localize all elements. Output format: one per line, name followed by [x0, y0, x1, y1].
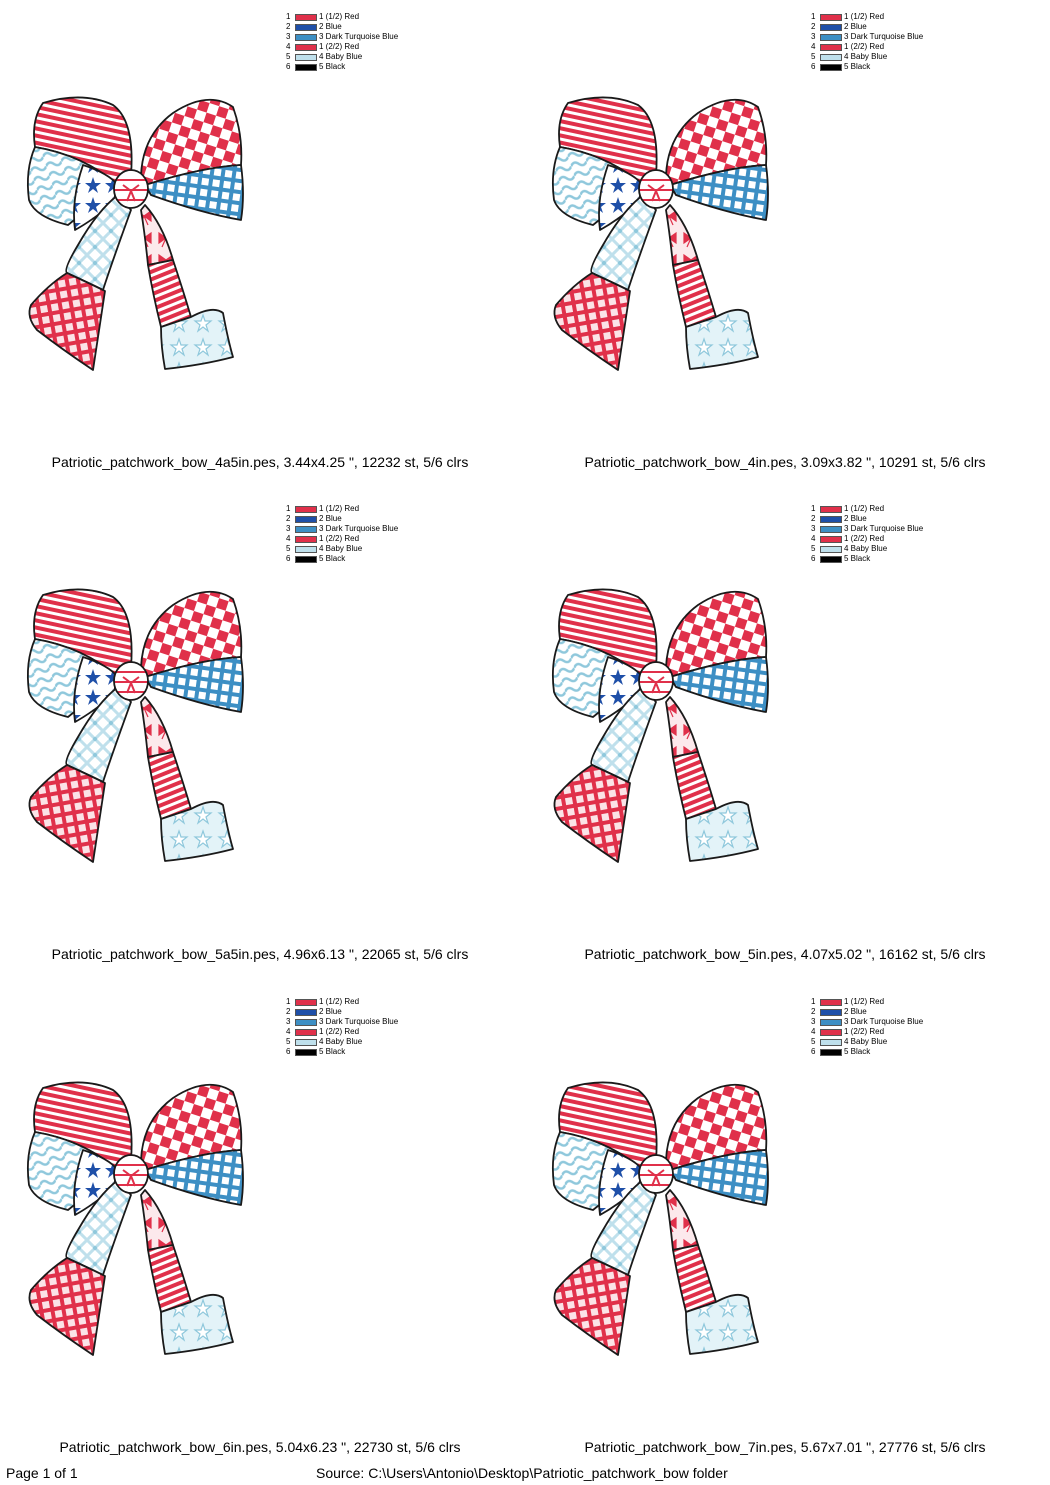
source-path — [316, 1465, 728, 1481]
legend-row — [811, 514, 923, 524]
thread-legend — [286, 997, 398, 1057]
legend-index: 1 — [811, 997, 816, 1006]
legend-label: 4 Baby Blue — [319, 544, 363, 553]
legend-row — [811, 1017, 923, 1027]
legend-index: 6 — [811, 62, 816, 71]
thread-legend — [811, 12, 923, 72]
color-swatch — [820, 506, 842, 513]
color-swatch — [295, 1019, 317, 1026]
legend-index: 2 — [286, 22, 291, 31]
design-caption: Patriotic_patchwork_bow_5in.pes, 4.07x5.02 ", 16162 st, 5/6 clrs — [584, 946, 986, 962]
color-swatch — [820, 526, 842, 533]
legend-label: 2 Blue — [844, 514, 867, 523]
legend-index: 4 — [811, 42, 816, 51]
legend-index: 1 — [811, 504, 816, 513]
source-path-value: C:\Users\Antonio\Desktop\Patriotic_patchwork_bow folder — [368, 1465, 728, 1481]
legend-row — [286, 534, 398, 544]
legend-label: 1 (1/2) Red — [844, 997, 885, 1006]
design-cell-2 — [525, 0, 1050, 492]
design-cell-4 — [525, 492, 1050, 984]
legend-row — [286, 514, 398, 524]
legend-label: 5 Black — [844, 554, 871, 563]
legend-row — [286, 52, 398, 62]
color-swatch — [820, 1049, 842, 1056]
color-swatch — [295, 64, 317, 71]
design-cell-1 — [0, 0, 525, 492]
color-swatch — [295, 1049, 317, 1056]
legend-label: 3 Dark Turquoise Blue — [319, 1017, 399, 1026]
design-caption: Patriotic_patchwork_bow_4a5in.pes, 3.44x4.25 ", 12232 st, 5/6 clrs — [51, 454, 469, 470]
bow-design-preview — [543, 1080, 783, 1365]
legend-row — [811, 524, 923, 534]
legend-row — [811, 534, 923, 544]
legend-label: 2 Blue — [319, 514, 342, 523]
legend-label: 2 Blue — [319, 22, 342, 31]
legend-label: 3 Dark Turquoise Blue — [319, 32, 399, 41]
legend-row — [286, 1007, 398, 1017]
legend-row — [811, 1027, 923, 1037]
legend-index: 6 — [286, 62, 291, 71]
legend-index: 3 — [286, 524, 291, 533]
legend-index: 1 — [286, 997, 291, 1006]
legend-label: 3 Dark Turquoise Blue — [844, 32, 924, 41]
legend-index: 4 — [286, 42, 291, 51]
color-swatch — [820, 1009, 842, 1016]
legend-label: 2 Blue — [844, 1007, 867, 1016]
color-swatch — [820, 24, 842, 31]
legend-row — [286, 1047, 398, 1057]
legend-index: 6 — [286, 1047, 291, 1056]
design-cell-3 — [0, 492, 525, 984]
legend-row — [811, 32, 923, 42]
bow-design-preview — [543, 587, 783, 872]
bow-design-preview — [18, 95, 258, 380]
color-swatch — [295, 526, 317, 533]
legend-label: 1 (2/2) Red — [319, 42, 360, 51]
legend-label: 4 Baby Blue — [844, 544, 888, 553]
source-label: Source: — [316, 1465, 365, 1481]
legend-row — [811, 997, 923, 1007]
color-swatch — [295, 999, 317, 1006]
legend-index: 3 — [811, 32, 816, 41]
color-swatch — [820, 64, 842, 71]
color-swatch — [820, 556, 842, 563]
legend-label: 3 Dark Turquoise Blue — [844, 524, 924, 533]
legend-row — [811, 544, 923, 554]
legend-row — [811, 52, 923, 62]
color-swatch — [820, 54, 842, 61]
legend-label: 3 Dark Turquoise Blue — [319, 524, 399, 533]
legend-label: 5 Black — [319, 1047, 346, 1056]
bow-design-preview — [18, 587, 258, 872]
color-swatch — [295, 516, 317, 523]
legend-label: 1 (1/2) Red — [319, 504, 360, 513]
design-cell-6 — [525, 985, 1050, 1477]
legend-row — [811, 42, 923, 52]
legend-index: 3 — [811, 524, 816, 533]
legend-row — [811, 504, 923, 514]
legend-row — [286, 1017, 398, 1027]
color-swatch — [295, 546, 317, 553]
legend-index: 4 — [286, 1027, 291, 1036]
legend-row — [811, 1047, 923, 1057]
legend-label: 5 Black — [844, 62, 871, 71]
legend-label: 1 (1/2) Red — [319, 12, 360, 21]
design-caption: Patriotic_patchwork_bow_6in.pes, 5.04x6.23 ", 22730 st, 5/6 clrs — [59, 1439, 461, 1455]
legend-label: 1 (2/2) Red — [319, 534, 360, 543]
legend-label: 5 Black — [319, 554, 346, 563]
legend-row — [286, 12, 398, 22]
legend-index: 1 — [286, 12, 291, 21]
color-swatch — [820, 546, 842, 553]
legend-label: 1 (1/2) Red — [844, 12, 885, 21]
legend-index: 2 — [286, 514, 291, 523]
legend-label: 5 Black — [319, 62, 346, 71]
legend-row — [286, 42, 398, 52]
legend-index: 4 — [286, 534, 291, 543]
color-swatch — [295, 44, 317, 51]
bow-design-preview — [18, 1080, 258, 1365]
legend-row — [811, 1007, 923, 1017]
legend-index: 3 — [811, 1017, 816, 1026]
thread-legend — [811, 504, 923, 564]
color-swatch — [820, 14, 842, 21]
legend-label: 4 Baby Blue — [844, 52, 888, 61]
legend-index: 4 — [811, 1027, 816, 1036]
color-swatch — [820, 34, 842, 41]
legend-index: 6 — [811, 554, 816, 563]
legend-row — [286, 1037, 398, 1047]
legend-label: 1 (2/2) Red — [844, 1027, 885, 1036]
legend-label: 2 Blue — [844, 22, 867, 31]
legend-index: 2 — [811, 1007, 816, 1016]
design-caption: Patriotic_patchwork_bow_7in.pes, 5.67x7.01 ", 27776 st, 5/6 clrs — [584, 1439, 986, 1455]
color-swatch — [295, 24, 317, 31]
color-swatch — [820, 44, 842, 51]
legend-index: 3 — [286, 1017, 291, 1026]
legend-label: 1 (2/2) Red — [844, 42, 885, 51]
legend-label: 5 Black — [844, 1047, 871, 1056]
color-swatch — [295, 1029, 317, 1036]
legend-row — [811, 12, 923, 22]
bow-design-preview — [543, 95, 783, 380]
legend-row — [286, 524, 398, 534]
color-swatch — [295, 506, 317, 513]
legend-index: 5 — [811, 52, 816, 61]
legend-index: 6 — [811, 1047, 816, 1056]
legend-row — [286, 22, 398, 32]
legend-index: 2 — [811, 514, 816, 523]
legend-index: 6 — [286, 554, 291, 563]
legend-label: 1 (1/2) Red — [319, 997, 360, 1006]
legend-index: 3 — [286, 32, 291, 41]
legend-label: 4 Baby Blue — [319, 1037, 363, 1046]
page-number: Page 1 of 1 — [6, 1465, 78, 1481]
legend-index: 5 — [286, 1037, 291, 1046]
color-swatch — [295, 1039, 317, 1046]
legend-index: 5 — [811, 544, 816, 553]
color-swatch — [295, 34, 317, 41]
legend-index: 2 — [811, 22, 816, 31]
legend-label: 3 Dark Turquoise Blue — [844, 1017, 924, 1026]
thread-legend — [286, 12, 398, 72]
color-swatch — [295, 54, 317, 61]
color-swatch — [820, 536, 842, 543]
color-swatch — [295, 1009, 317, 1016]
legend-label: 1 (2/2) Red — [319, 1027, 360, 1036]
color-swatch — [820, 1029, 842, 1036]
color-swatch — [820, 516, 842, 523]
legend-label: 2 Blue — [319, 1007, 342, 1016]
design-cell-5 — [0, 985, 525, 1477]
color-swatch — [820, 1019, 842, 1026]
legend-row — [286, 997, 398, 1007]
color-swatch — [295, 556, 317, 563]
legend-index: 5 — [286, 544, 291, 553]
design-caption: Patriotic_patchwork_bow_5a5in.pes, 4.96x6.13 ", 22065 st, 5/6 clrs — [51, 946, 469, 962]
legend-label: 4 Baby Blue — [844, 1037, 888, 1046]
legend-row — [811, 1037, 923, 1047]
legend-row — [286, 62, 398, 72]
legend-label: 4 Baby Blue — [319, 52, 363, 61]
color-swatch — [820, 1039, 842, 1046]
thread-legend — [286, 504, 398, 564]
legend-index: 5 — [811, 1037, 816, 1046]
legend-row — [811, 62, 923, 72]
legend-row — [286, 504, 398, 514]
legend-index: 1 — [811, 12, 816, 21]
thread-legend — [811, 997, 923, 1057]
legend-row — [286, 554, 398, 564]
color-swatch — [295, 536, 317, 543]
legend-label: 1 (1/2) Red — [844, 504, 885, 513]
legend-row — [286, 1027, 398, 1037]
legend-row — [286, 544, 398, 554]
legend-index: 2 — [286, 1007, 291, 1016]
legend-index: 5 — [286, 52, 291, 61]
color-swatch — [295, 14, 317, 21]
design-caption: Patriotic_patchwork_bow_4in.pes, 3.09x3.82 ", 10291 st, 5/6 clrs — [584, 454, 986, 470]
legend-row — [811, 22, 923, 32]
legend-row — [811, 554, 923, 564]
legend-index: 1 — [286, 504, 291, 513]
legend-label: 1 (2/2) Red — [844, 534, 885, 543]
color-swatch — [820, 999, 842, 1006]
legend-row — [286, 32, 398, 42]
legend-index: 4 — [811, 534, 816, 543]
